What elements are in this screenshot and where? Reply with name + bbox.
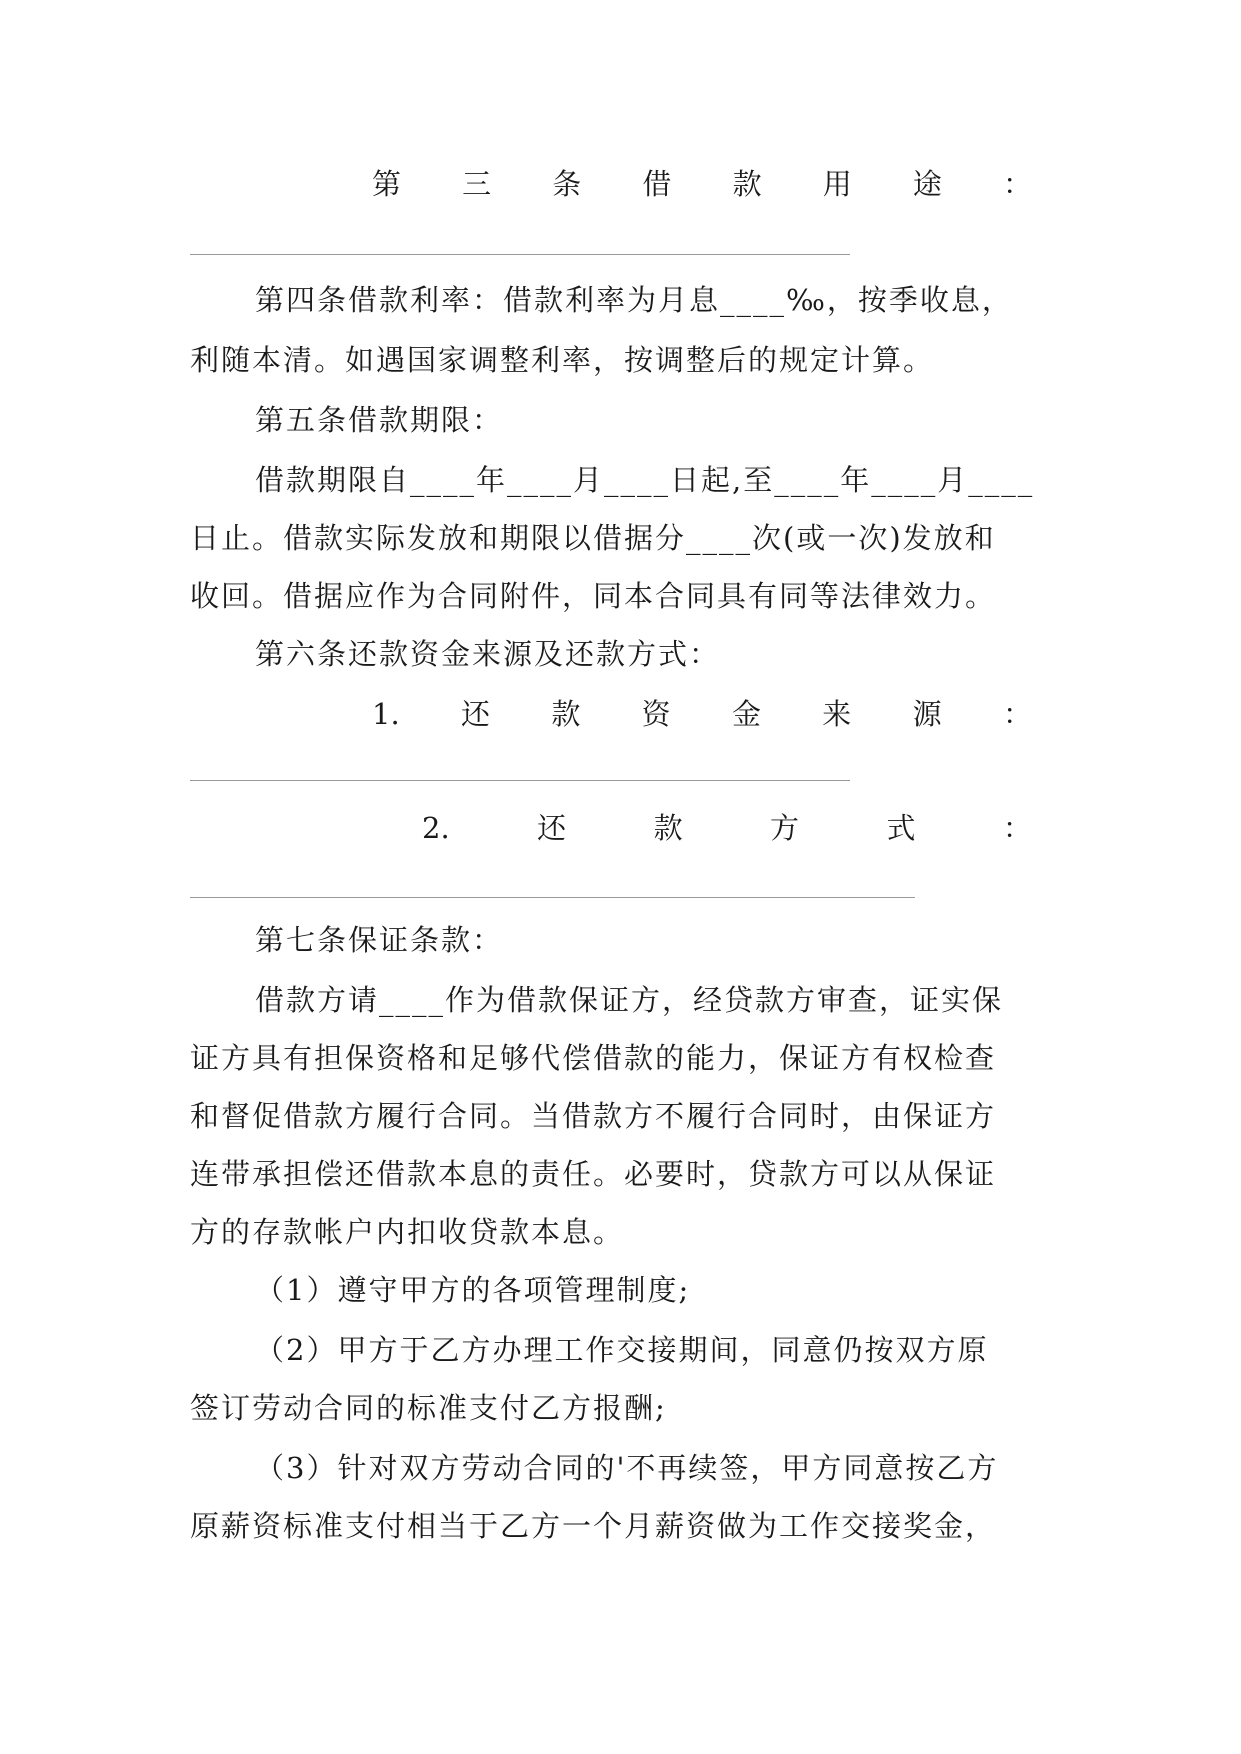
article6-item1-char: 金 — [731, 697, 761, 731]
article5-line-2: 日止。借款实际发放和期限以借据分____次(或一次)发放和 — [190, 521, 996, 555]
article4-line-1: 第四条借款利率：借款利率为月息____‰，按季收息， — [255, 283, 1013, 317]
article3-char: 用 — [822, 167, 852, 201]
article3-char: 借 — [642, 167, 672, 201]
article6-item1-char: 还 — [460, 697, 490, 731]
article6-item2-char: 方 — [770, 811, 800, 845]
article6-item1-char: ： — [1002, 697, 1032, 731]
article3-char: 款 — [732, 167, 762, 201]
article3-char: ： — [1002, 167, 1032, 201]
article7-line-3: 和督促借款方履行合同。当借款方不履行合同时，由保证方 — [190, 1099, 997, 1133]
item-2-line-2: 签订劳动合同的标准支付乙方报酬; — [190, 1391, 667, 1425]
article7-line-1: 借款方请____作为借款保证方，经贷款方审查，证实保 — [255, 983, 1004, 1017]
article6-item-2 — [422, 808, 1032, 848]
item-2-line-1: （2）甲方于乙方办理工作交接期间，同意仍按双方原 — [255, 1333, 989, 1367]
article6-item-1 — [372, 694, 1032, 734]
article5-line-3: 收回。借据应作为合同附件，同本合同具有同等法律效力。 — [190, 579, 997, 613]
article5-line-1: 借款期限自____年____月____日起,至____年____月____ — [255, 463, 1035, 497]
article6-item1-char: 资 — [641, 697, 671, 731]
article6-item1-fill-line — [190, 780, 850, 781]
article6-item1-char: 来 — [822, 697, 852, 731]
article6-item1-char: 源 — [912, 697, 942, 731]
article6-heading: 第六条还款资金来源及还款方式： — [255, 637, 721, 671]
article5-heading: 第五条借款期限： — [255, 403, 504, 437]
article6-item1-char: 1. — [372, 697, 400, 731]
article3-char: 途 — [912, 167, 942, 201]
article6-item2-char: ： — [1002, 811, 1032, 845]
article3-char: 条 — [552, 167, 582, 201]
article3-char: 三 — [462, 167, 492, 201]
article6-item2-char: 款 — [653, 811, 683, 845]
item-1: （1）遵守甲方的各项管理制度; — [255, 1273, 691, 1307]
item-3-line-2: 原薪资标准支付相当于乙方一个月薪资做为工作交接奖金， — [190, 1509, 997, 1543]
item-3-line-1: （3）针对双方劳动合同的'不再续签，甲方同意按乙方 — [255, 1451, 999, 1485]
article6-item1-char: 款 — [551, 697, 581, 731]
article6-item2-char: 还 — [537, 811, 567, 845]
article7-line-4: 连带承担偿还借款本息的责任。必要时，贷款方可以从保证 — [190, 1157, 997, 1191]
article7-heading: 第七条保证条款： — [255, 923, 504, 957]
article6-item2-char: 式 — [886, 811, 916, 845]
article7-line-5: 方的存款帐户内扣收贷款本息。 — [190, 1215, 625, 1249]
article6-item2-fill-line — [190, 897, 915, 898]
article7-line-2: 证方具有担保资格和足够代偿借款的能力，保证方有权检查 — [190, 1041, 997, 1075]
article3-heading — [372, 164, 1032, 204]
article3-char: 第 — [372, 167, 402, 201]
article4-line-2: 利随本清。如遇国家调整利率，按调整后的规定计算。 — [190, 343, 935, 377]
article6-item2-char: 2. — [422, 811, 450, 845]
article3-fill-line — [190, 254, 850, 255]
